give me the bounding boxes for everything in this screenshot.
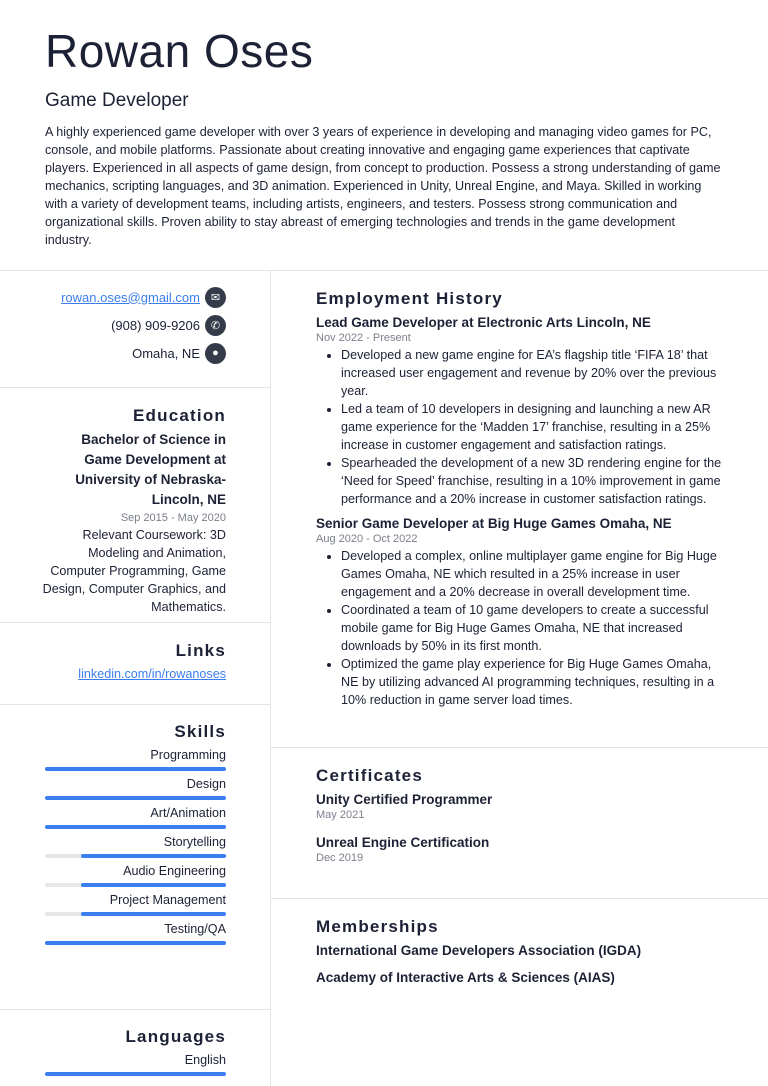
- skill-name: Programming: [150, 748, 226, 762]
- skill-level-bar: [45, 1072, 226, 1076]
- skill-level-bar: [45, 796, 226, 800]
- location-pin-icon: ●: [205, 343, 226, 364]
- location: Omaha, NE: [132, 345, 200, 361]
- skill-name: Storytelling: [163, 835, 226, 849]
- skill-level-fill: [81, 883, 226, 887]
- job-bullet: • Led a team of 10 developers in designing and launching a new AR game experience for the ‘Madden 17’ franchise, resulting in a 25% increase in customer engagement and satisfaction ratings.: [341, 400, 728, 454]
- skill-name: Testing/QA: [164, 922, 226, 936]
- membership-item: International Game Developers Association (IGDA): [316, 943, 642, 958]
- phone: (908) 909-9206: [111, 317, 200, 333]
- job-bullet: • Developed a complex, online multiplayer game engine for Big Huge Games Omaha, NE which resulted in a 25% increase in user engagement and a 20% decrease in overall development time.: [341, 547, 728, 601]
- skill-name: Design: [186, 777, 226, 791]
- job-bullets: [341, 547, 728, 709]
- membership-item: Academy of Interactive Arts & Sciences (AIAS): [316, 970, 615, 985]
- linkedin-link[interactable]: linkedin.com/in/rowanoses: [78, 667, 226, 681]
- skill-level-fill: [45, 767, 226, 771]
- education-section: [0, 388, 270, 623]
- skill-level-fill: [81, 854, 226, 858]
- skill-level-fill: [81, 912, 226, 916]
- language-name: English: [184, 1053, 226, 1067]
- employment-heading: Employment History: [316, 289, 503, 308]
- main-content: [271, 271, 768, 1086]
- employment-section: [271, 271, 768, 748]
- candidate-name: Rowan Oses: [45, 25, 314, 77]
- skill-level-fill: [45, 825, 226, 829]
- skill-name: Art/Animation: [150, 806, 226, 820]
- skill-level-bar: [45, 883, 226, 887]
- links-section: [0, 623, 270, 705]
- skill-level-bar: [45, 767, 226, 771]
- job-bullets: [341, 346, 728, 508]
- job-dates: Aug 2020 - Oct 2022: [316, 533, 418, 545]
- sidebar: [0, 271, 271, 1086]
- job-bullet: • Coordinated a team of 10 game developers to create a successful mobile game for Big Huge Games Omaha, NE that increased downloads by 50% in its first month.: [341, 601, 728, 655]
- skill-level-bar: [45, 941, 226, 945]
- job-bullet: • Developed a new game engine for EA’s flagship title ‘FIFA 18’ that increased user engagement and revenue by 20% over the previous year.: [341, 346, 728, 400]
- languages-section: [0, 1010, 270, 1076]
- skill-level-fill: [45, 796, 226, 800]
- job-bullet: • Spearheaded the development of a new 3D rendering engine for the ‘Need for Speed’ franchise, resulting in a 10% improvement in game performance and a 20% increase in customer satisfaction ratings.: [341, 454, 728, 508]
- job-dates: Nov 2022 - Present: [316, 332, 411, 344]
- links-heading: Links: [175, 641, 226, 660]
- resume-header: [0, 0, 768, 271]
- skill-name: Project Management: [109, 893, 226, 907]
- job-title: Game Developer: [45, 90, 189, 111]
- certificate-date: Dec 2019: [316, 852, 364, 864]
- skill-level-bar: [45, 854, 226, 858]
- job-bullet: • Optimized the game play experience for Big Huge Games Omaha, NE by utilizing advanced AI programming techniques, resulting in a 10% reduction in game server load times.: [341, 655, 728, 709]
- certificate-name: Unreal Engine Certification: [316, 835, 490, 850]
- skill-level-fill: [45, 1072, 226, 1076]
- phone-icon: ✆: [205, 315, 226, 336]
- education-details: Relevant Coursework: 3D Modeling and Animation, Computer Programming, Game Design, Computer Graphics, and Mathematics.: [42, 528, 226, 614]
- job-title: Lead Game Developer at Electronic Arts Lincoln, NE: [316, 315, 651, 330]
- summary: A highly experienced game developer with over 3 years of experience in developing and managing video games for PC, console, and mobile platforms. Passionate about creating innovative and engaging game experiences that captivate players. Experienced in all aspects of game design, from concept to production. Possess a strong understanding of game mechanics, scripting languages, and 3D animation. Experienced in Unity, Unreal Engine, and Maya. Skilled in working with a variety of development teams, including artists, engineers, and testers. Possess strong communication and organizational skills. Proven ability to stay abreast of emerging technologies and trends in the game development industry.: [45, 125, 721, 247]
- contact-section: [0, 271, 270, 388]
- languages-heading: Languages: [125, 1027, 226, 1046]
- skill-level-bar: [45, 912, 226, 916]
- skill-level-bar: [45, 825, 226, 829]
- education-dates: Sep 2015 - May 2020: [120, 512, 226, 524]
- skills-section: [0, 705, 270, 1010]
- certificates-heading: Certificates: [316, 766, 423, 785]
- skills-heading: Skills: [174, 722, 226, 741]
- job-title: Senior Game Developer at Big Huge Games Omaha, NE: [316, 516, 672, 531]
- memberships-section: [271, 899, 768, 985]
- skill-name: Audio Engineering: [123, 864, 226, 878]
- degree: Bachelor of Science in Game Development at University of Nebraska-Lincoln, NE: [75, 432, 226, 507]
- certificate-date: May 2021: [316, 809, 365, 821]
- email-link[interactable]: rowan.oses@gmail.com: [61, 289, 200, 305]
- envelope-icon: ✉: [205, 287, 226, 308]
- certificate-name: Unity Certified Programmer: [316, 792, 493, 807]
- memberships-heading: Memberships: [316, 917, 439, 936]
- education-heading: Education: [133, 406, 226, 425]
- skill-level-fill: [45, 941, 226, 945]
- certificates-section: [271, 748, 768, 899]
